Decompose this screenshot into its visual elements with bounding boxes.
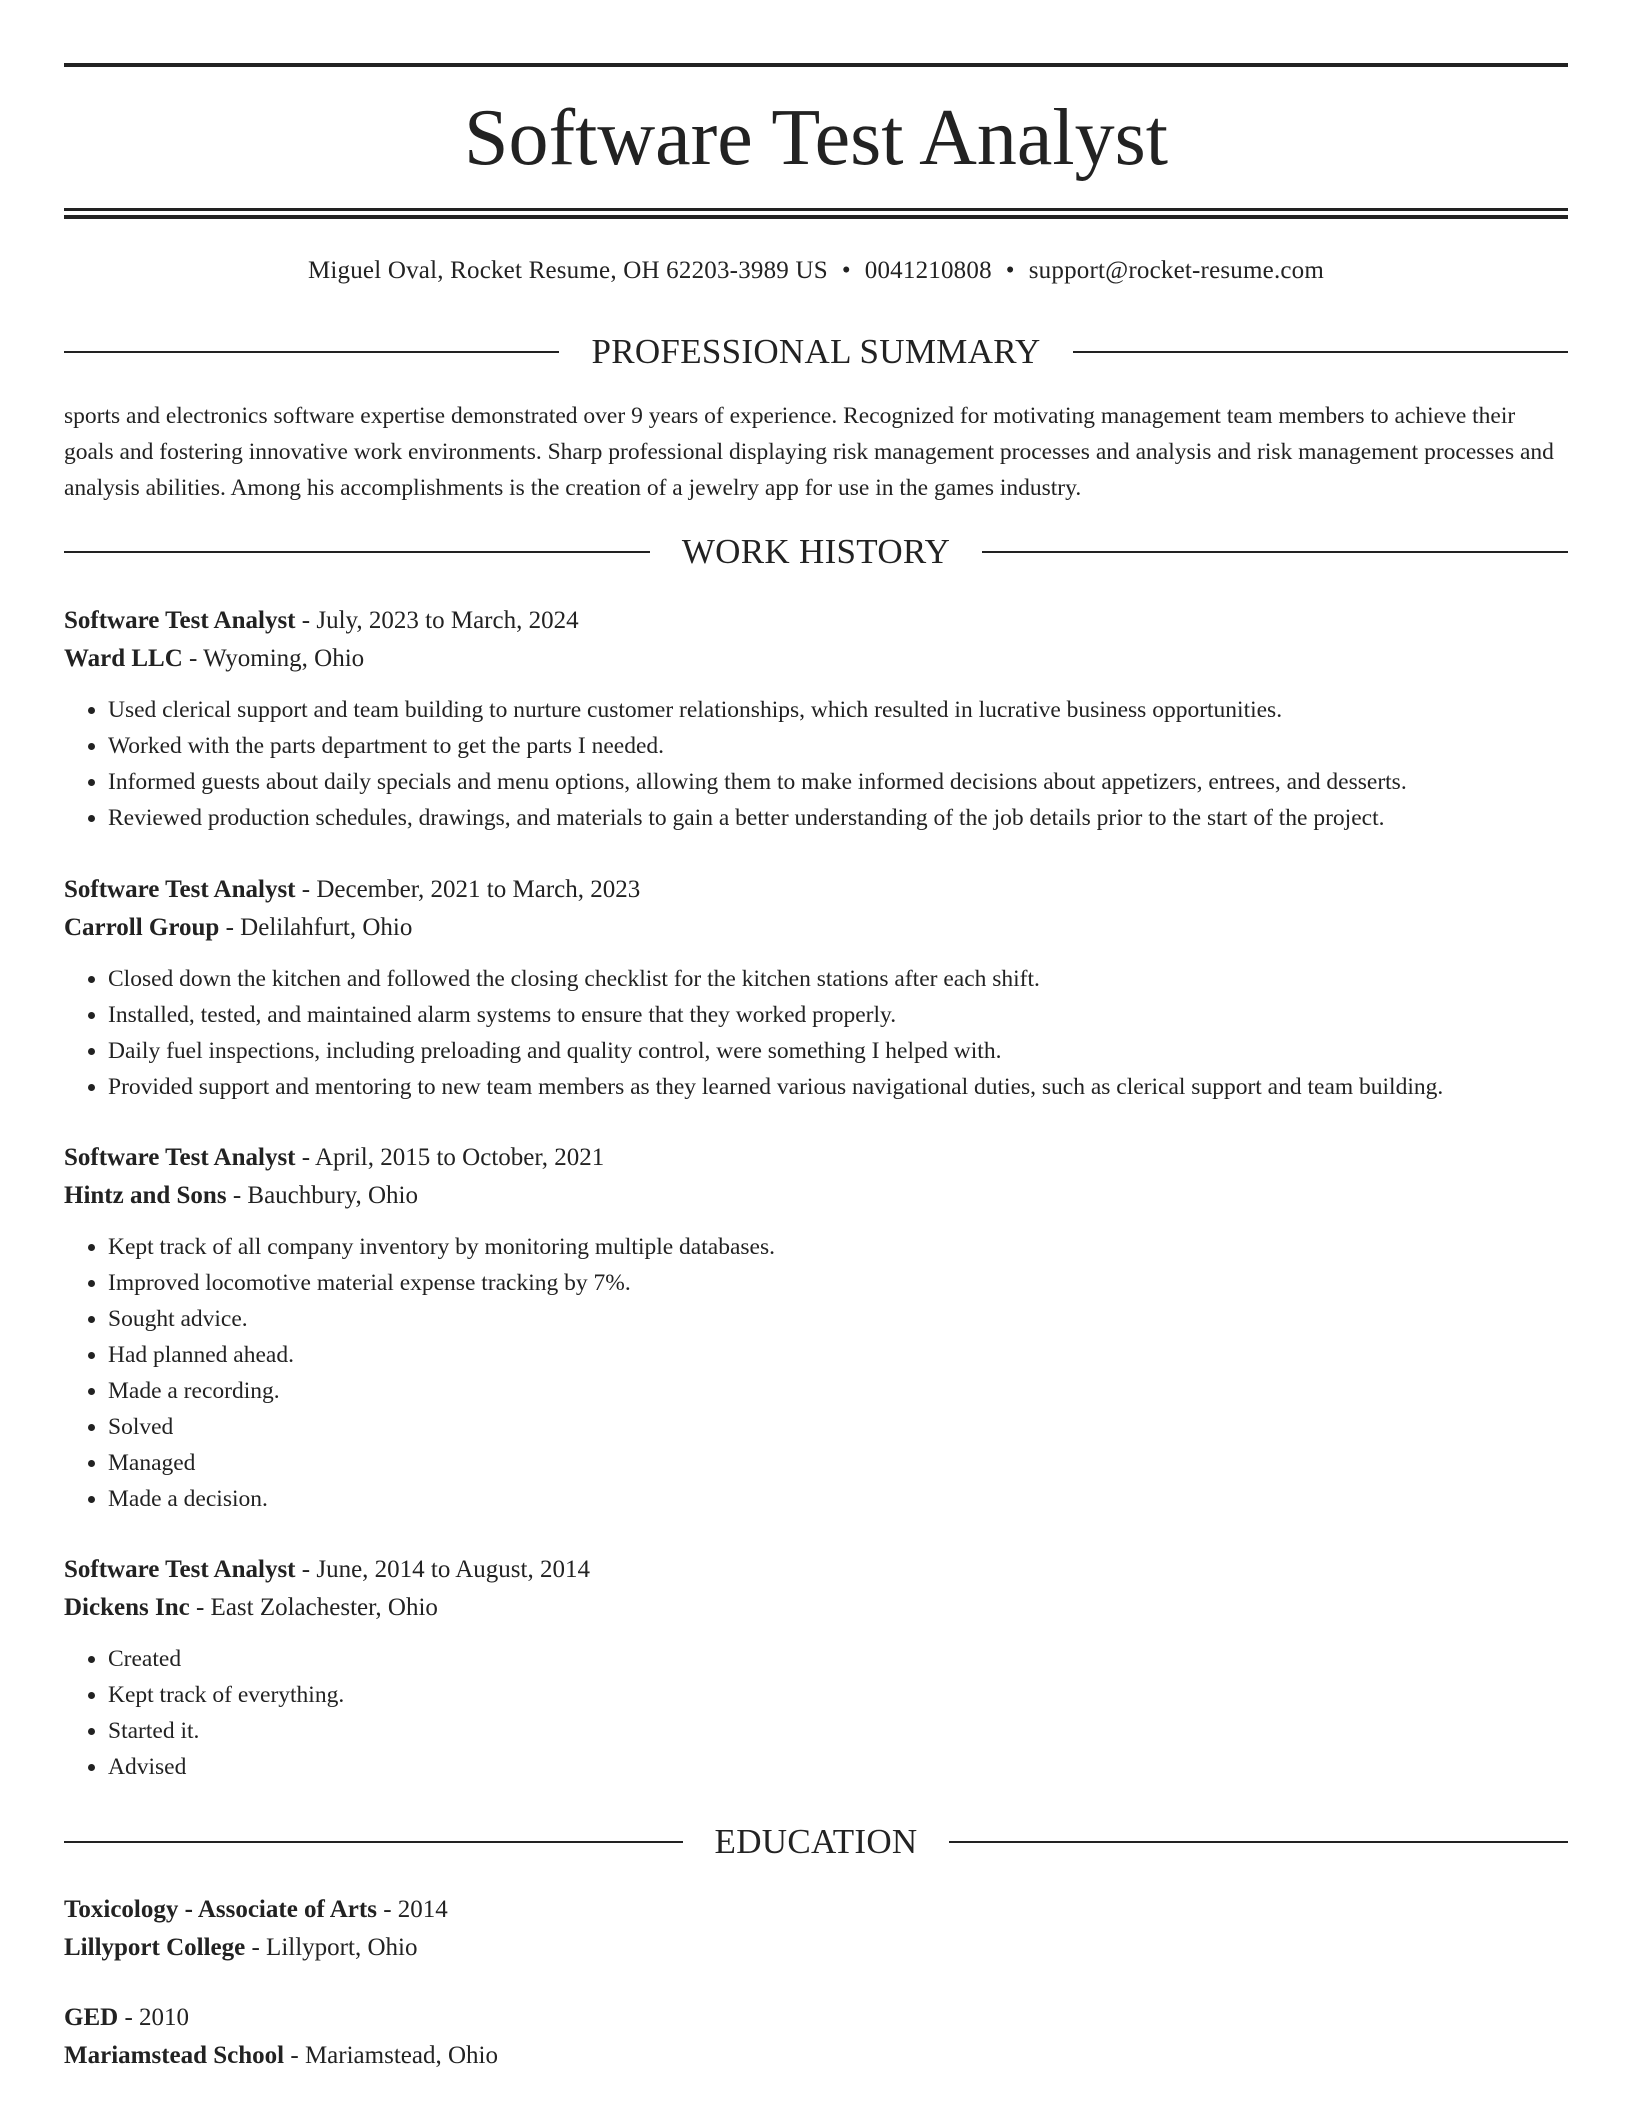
- education-year: - 2010: [118, 2004, 190, 2031]
- job-company: Hintz and Sons: [64, 1182, 227, 1209]
- job-location: - Delilahfurt, Ohio: [219, 914, 413, 941]
- job-entry: [64, 602, 1568, 836]
- job-bullets: [64, 1641, 1568, 1785]
- contact-address: Miguel Oval, Rocket Resume, OH 62203-3989 US: [307, 257, 828, 284]
- job-location: - East Zolachester, Ohio: [189, 1594, 438, 1621]
- section-heading-education: [64, 1820, 1568, 1864]
- job-bullets: [64, 692, 1568, 836]
- education-entry: [64, 1999, 1568, 2075]
- job-bullet: • Solved: [108, 1409, 1568, 1445]
- job-bullet: • Reviewed production schedules, drawings, and materials to gain a better understanding of the job details prior to the start of the project.: [108, 800, 1568, 836]
- job-entry: [64, 871, 1568, 1105]
- job-dates: - June, 2014 to August, 2014: [295, 1556, 590, 1583]
- education-location: - Mariamstead, Ohio: [284, 2042, 498, 2069]
- job-bullet: • Managed: [108, 1445, 1568, 1481]
- job-bullet: • Had planned ahead.: [108, 1337, 1568, 1373]
- job-title: Software Test Analyst: [64, 1144, 296, 1171]
- section-title: PROFESSIONAL SUMMARY: [591, 332, 1041, 371]
- education-year: - 2014: [376, 1896, 448, 1923]
- job-bullet: • Informed guests about daily specials and menu options, allowing them to make informed decisions about appetizers, entrees, and desserts.: [108, 764, 1568, 800]
- education-degree: GED: [64, 2004, 119, 2031]
- job-bullet: • Improved locomotive material expense tracking by 7%.: [108, 1265, 1568, 1301]
- job-bullet: • Started it.: [108, 1713, 1568, 1749]
- job-location: - Bauchbury, Ohio: [226, 1182, 418, 1209]
- job-bullet: • Made a recording.: [108, 1373, 1568, 1409]
- section-heading-work-history: [64, 530, 1568, 574]
- contact-phone: 0041210808: [864, 257, 992, 284]
- job-bullet: • Worked with the parts department to get the parts I needed.: [108, 728, 1568, 764]
- job-title: Software Test Analyst: [64, 1556, 296, 1583]
- job-dates: - July, 2023 to March, 2024: [295, 607, 579, 634]
- section-heading-summary: [64, 330, 1568, 374]
- section-title: WORK HISTORY: [681, 532, 951, 571]
- title-double-rule: [64, 208, 1568, 219]
- education-entry: [64, 1891, 1568, 1967]
- contact-separator: •: [1005, 257, 1015, 284]
- job-company: Dickens Inc: [64, 1594, 190, 1621]
- job-bullet: • Kept track of everything.: [108, 1677, 1568, 1713]
- job-dates: - December, 2021 to March, 2023: [295, 876, 641, 903]
- job-bullet: • Daily fuel inspections, including preloading and quality control, were something I helped with.: [108, 1033, 1568, 1069]
- section-title: EDUCATION: [714, 1822, 918, 1861]
- job-bullet: • Used clerical support and team building to nurture customer relationships, which resulted in lucrative business opportunities.: [108, 692, 1568, 728]
- top-rule: [64, 63, 1568, 67]
- education-school: Lillyport College: [64, 1934, 246, 1961]
- job-bullet: • Closed down the kitchen and followed the closing checklist for the kitchen stations after each shift.: [108, 961, 1568, 997]
- job-bullet: • Provided support and mentoring to new team members as they learned various navigational duties, such as clerical support and team building.: [108, 1069, 1568, 1105]
- job-bullet: • Made a decision.: [108, 1481, 1568, 1517]
- job-dates: - April, 2015 to October, 2021: [295, 1144, 605, 1171]
- summary-paragraph: sports and electronics software expertise demonstrated over 9 years of experience. Recognized for motivating management team members to achieve their goals and fostering innovative work environments. Sharp professional displaying risk management processes and analysis and risk management processes and analysis abilities. Among his accomplishments is the creation of a jewelry app for use in the games industry.: [64, 403, 1554, 501]
- job-entry: [64, 1551, 1568, 1785]
- page-title: Software Test Analyst: [464, 94, 1168, 182]
- job-bullets: [64, 1229, 1568, 1517]
- job-bullet: • Installed, tested, and maintained alarm systems to ensure that they worked properly.: [108, 997, 1568, 1033]
- job-title: Software Test Analyst: [64, 876, 296, 903]
- job-entry: [64, 1139, 1568, 1517]
- job-company: Ward LLC: [64, 645, 183, 672]
- education-school: Mariamstead School: [64, 2042, 285, 2069]
- contact-separator: •: [841, 257, 851, 284]
- job-bullet: • Kept track of all company inventory by monitoring multiple databases.: [108, 1229, 1568, 1265]
- contact-line: [64, 254, 1568, 288]
- job-bullets: [64, 961, 1568, 1105]
- job-company: Carroll Group: [64, 914, 220, 941]
- job-bullet: • Advised: [108, 1749, 1568, 1785]
- job-title: Software Test Analyst: [64, 607, 296, 634]
- contact-email: support@rocket-resume.com: [1028, 257, 1325, 284]
- education-degree: Toxicology - Associate of Arts: [64, 1896, 377, 1923]
- education-location: - Lillyport, Ohio: [245, 1934, 418, 1961]
- job-bullet: • Sought advice.: [108, 1301, 1568, 1337]
- job-bullet: • Created: [108, 1641, 1568, 1677]
- job-location: - Wyoming, Ohio: [182, 645, 365, 672]
